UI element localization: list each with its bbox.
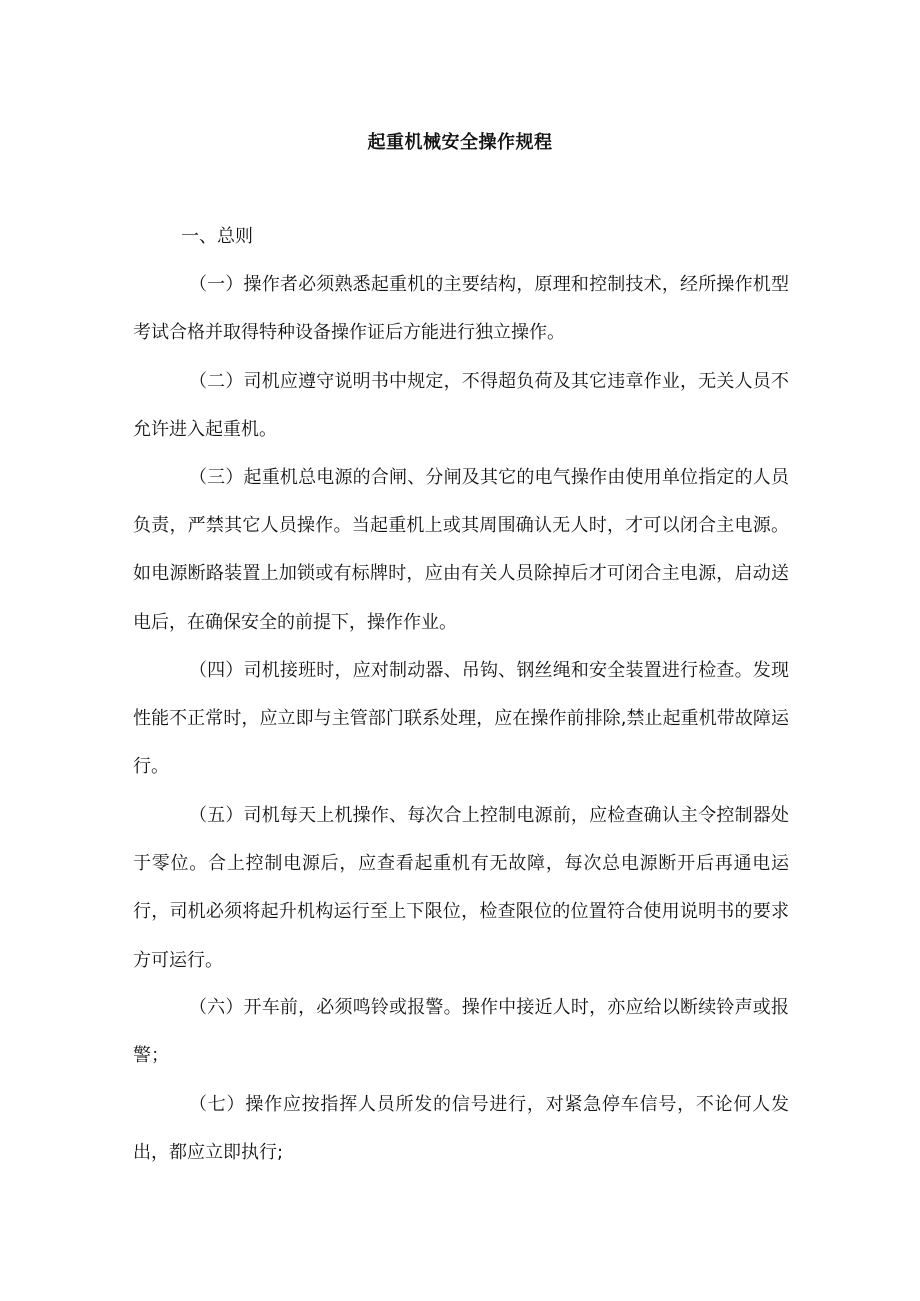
paragraph-4: （四）司机接班时，应对制动器、吊钩、钢丝绳和安全装置进行检查。发现性能不正常时，应立即与主管部门联系处理，应在操作前排除,禁止起重机带故障运行。	[133, 660, 789, 778]
paragraph-7: （七）操作应按指挥人员所发的信号进行，对紧急停车信号，不论何人发出，都应立即执行;	[133, 1094, 789, 1164]
paragraph-3: （三）起重机总电源的合闸、分闸及其它的电气操作由使用单位指定的人员负责，严禁其它人员操作。当起重机上或其周围确认无人时，才可以闭合主电源。如电源断路装置上加锁或有标牌时，应由有关人员除掉后才可闭合主电源，启动送电后，在确保安全的前提下，操作作业。	[133, 467, 789, 633]
paragraph-1: （一）操作者必须熟悉起重机的主要结构，原理和控制技术，经所操作机型考试合格并取得特种设备操作证后方能进行独立操作。	[133, 274, 789, 344]
document-title: 起重机械安全操作规程	[367, 132, 553, 153]
section-heading: 一、总则	[181, 226, 253, 247]
paragraph-5: （五）司机每天上机操作、每次合上控制电源前，应检查确认主令控制器处于零位。合上控制电源后，应查看起重机有无故障，每次总电源断开后再通电运行，司机必须将起升机构运行至上下限位，检查限位的位置符合使用说明书的要求方可运行。	[133, 805, 789, 971]
paragraph-6: （六）开车前，必须鸣铃或报警。操作中接近人时，亦应给以断续铃声或报警；	[133, 997, 789, 1067]
paragraph-2: （二）司机应遵守说明书中规定，不得超负荷及其它违章作业，无关人员不允许进入起重机。	[133, 371, 789, 441]
